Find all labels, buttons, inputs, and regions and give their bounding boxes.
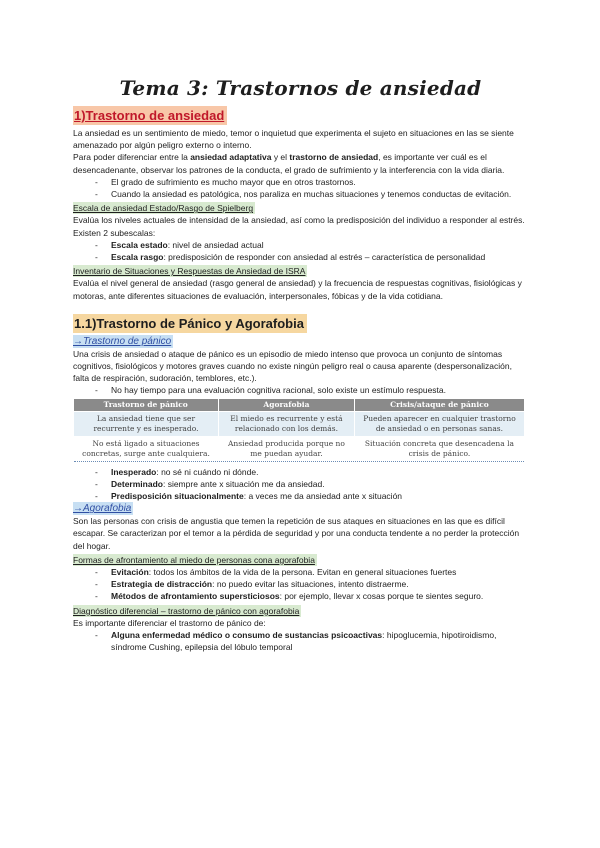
list-item: - El grado de sufrimiento es mucho mayor que en otros trastornos.: [95, 176, 528, 188]
list-term: Inesperado: [111, 466, 157, 477]
list-desc: : no sé ni cuándo ni dónde.: [156, 466, 259, 477]
list-item: [95, 490, 528, 502]
table-header-row: [74, 399, 525, 412]
list-item: [95, 478, 528, 490]
paragraph-diagnostico: Es importante diferenciar el trastorno de pánico de:: [73, 617, 266, 628]
section-heading-panico-agorafobia: 1.1)Trastorno de Pánico y Agorafobia: [73, 314, 307, 333]
bullet-list-evaluacion: [95, 384, 528, 396]
list-desc: : predisposición de responder con ansiedad al estrés – característica de personalidad: [163, 252, 486, 263]
bullet-list-tipos-crisis: [95, 466, 528, 503]
list-term: Escala estado: [111, 239, 168, 250]
list-item: [95, 566, 528, 578]
list-desc: : por ejemplo, llevar x cosas porque te sientes seguro.: [279, 591, 484, 602]
bullet-list-subescalas: [95, 239, 528, 263]
list-item: [95, 629, 528, 653]
list-term: Predisposición situacionalmente: [111, 491, 244, 502]
list-item: [95, 251, 528, 263]
section-heading-trastorno-ansiedad: 1)Trastorno de ansiedad: [73, 106, 227, 125]
subheading-escala-spielberg: Escala de ansiedad Estado/Rasgo de Spielberg: [73, 203, 254, 214]
document-content: [73, 72, 528, 654]
paragraph-stai: Evalúa los niveles actuales de intensidad de la ansiedad, así como la predisposición del individuo a responder al estrés. Existen 2 subescalas:: [73, 215, 525, 238]
list-desc: : todos los ámbitos de la vida de la persona. Evitan en general situaciones fuertes: [148, 567, 457, 578]
term-ansiedad-adaptativa: ansiedad adaptativa: [190, 152, 272, 163]
text-run: , es importante ver cuál es el desencadenante, observar los patrones de la conducta, el grado de sufrimiento y la interferencia con la vida diaria.: [73, 152, 505, 175]
list-desc: : siempre ante x situación me da ansiedad.: [162, 478, 325, 489]
table-cell: No está ligado a situaciones concretas, surge ante cualquiera.: [74, 436, 219, 461]
term-trastorno-ansiedad: trastorno de ansiedad: [289, 152, 379, 163]
table-row: [74, 436, 525, 461]
subheading-trastorno-panico: →Trastorno de pánico: [73, 335, 172, 347]
list-item: [95, 578, 528, 590]
table-row: [74, 411, 525, 436]
table-cell: El miedo es recurrente y está relacionado con los demás.: [218, 411, 354, 436]
list-desc: : a veces me da ansiedad ante x situación: [243, 491, 403, 502]
spacer: [73, 302, 528, 314]
comparison-table: [73, 399, 525, 462]
text-run: y el: [271, 152, 290, 163]
paragraph-crisis-ansiedad: Una crisis de ansiedad o ataque de pánico es un episodio de miedo intenso que provoca un conjunto de síntomas cognitivos, fisiológicos y motores graves cuando no existe ningún peligro real o causa aparente (despersonalización, falta de respiración, sudoración, temblores, etc.).: [73, 348, 512, 384]
table-cell: Pueden aparecer en cualquier trastorno de ansiedad o en personas sanas.: [354, 411, 524, 436]
bullet-list-diagnostico: [95, 629, 528, 653]
bullet-list-afrontamiento: [95, 566, 528, 603]
list-item: - Cuando la ansiedad es patológica, nos paraliza en muchas situaciones y tenemos conductas de evitación.: [95, 188, 528, 200]
list-term: Alguna enfermedad médico o consumo de sustancias psicoactivas: [111, 630, 383, 641]
bullet-list-sufrimiento: [95, 176, 528, 200]
subheading-diagnostico-diferencial: Diagnóstico diferencial – trastorno de pánico con agorafobia: [73, 605, 300, 616]
list-term: Escala rasgo: [111, 252, 164, 263]
list-term: Determinado: [111, 478, 163, 489]
document-title: Tema 3: Trastornos de ansiedad: [119, 76, 482, 100]
list-desc: : hipoglucemia, hipotiroidismo, síndrome Cushing, epilepsia del lóbulo temporal: [111, 630, 497, 653]
list-item: [95, 239, 528, 251]
list-item: - No hay tiempo para una evaluación cognitiva racional, solo existe un estímulo respuesta.: [95, 384, 528, 396]
list-item: [95, 590, 528, 602]
list-term: Métodos de afrontamiento supersticiosos: [111, 591, 280, 602]
table-cell: Ansiedad producida porque no me puedan ayudar.: [218, 436, 354, 461]
subheading-agorafobia: →Agorafobia: [73, 503, 132, 515]
table-header-cell: Trastorno de pánico: [74, 399, 219, 412]
table-cell: Situación concreta que desencadena la crisis de pánico.: [354, 436, 524, 461]
table-header-cell: Crisis/ataque de pánico: [354, 399, 524, 412]
table-cell: La ansiedad tiene que ser recurrente y es inesperado.: [74, 411, 219, 436]
paragraph-definicion: La ansiedad es un sentimiento de miedo, temor o inquietud que experimenta el sujeto en situaciones en las se siente amenazado por algún peligro externo o interno.: [73, 128, 514, 151]
list-term: Evitación: [111, 567, 149, 578]
subheading-formas-afrontamiento: Formas de afrontamiento al miedo de personas cona agorafobia: [73, 554, 315, 565]
paragraph-agorafobia: Son las personas con crisis de angustia que temen la repetición de sus ataques en situaciones en las que es difícil escapar. Se caracterizan por el temor a la pérdida de seguridad y por una conducta tendente a no perder la protección del hogar.: [73, 516, 520, 551]
list-item: [95, 466, 528, 478]
subheading-isra: Inventario de Situaciones y Respuestas de Ansiedad de ISRA: [73, 266, 306, 277]
list-desc: : no puedo evitar las situaciones, intento distraerme.: [212, 579, 409, 590]
list-term: Estrategia de distracción: [111, 579, 213, 590]
table-header-cell: Agorafobia: [218, 399, 354, 412]
paragraph-isra: Evalúa el nivel general de ansiedad (rasgo general de ansiedad) y la frecuencia de respuestas cognitivas, fisiológicas y motoras, ante diferentes situaciones de evaluación, interpersonales, fóbicas y de la vida cotidiana.: [73, 278, 522, 301]
list-desc: : nivel de ansiedad actual: [167, 239, 264, 250]
text-run: Para poder diferenciar entre la: [73, 152, 191, 163]
paragraph-diferenciar: [73, 151, 528, 175]
